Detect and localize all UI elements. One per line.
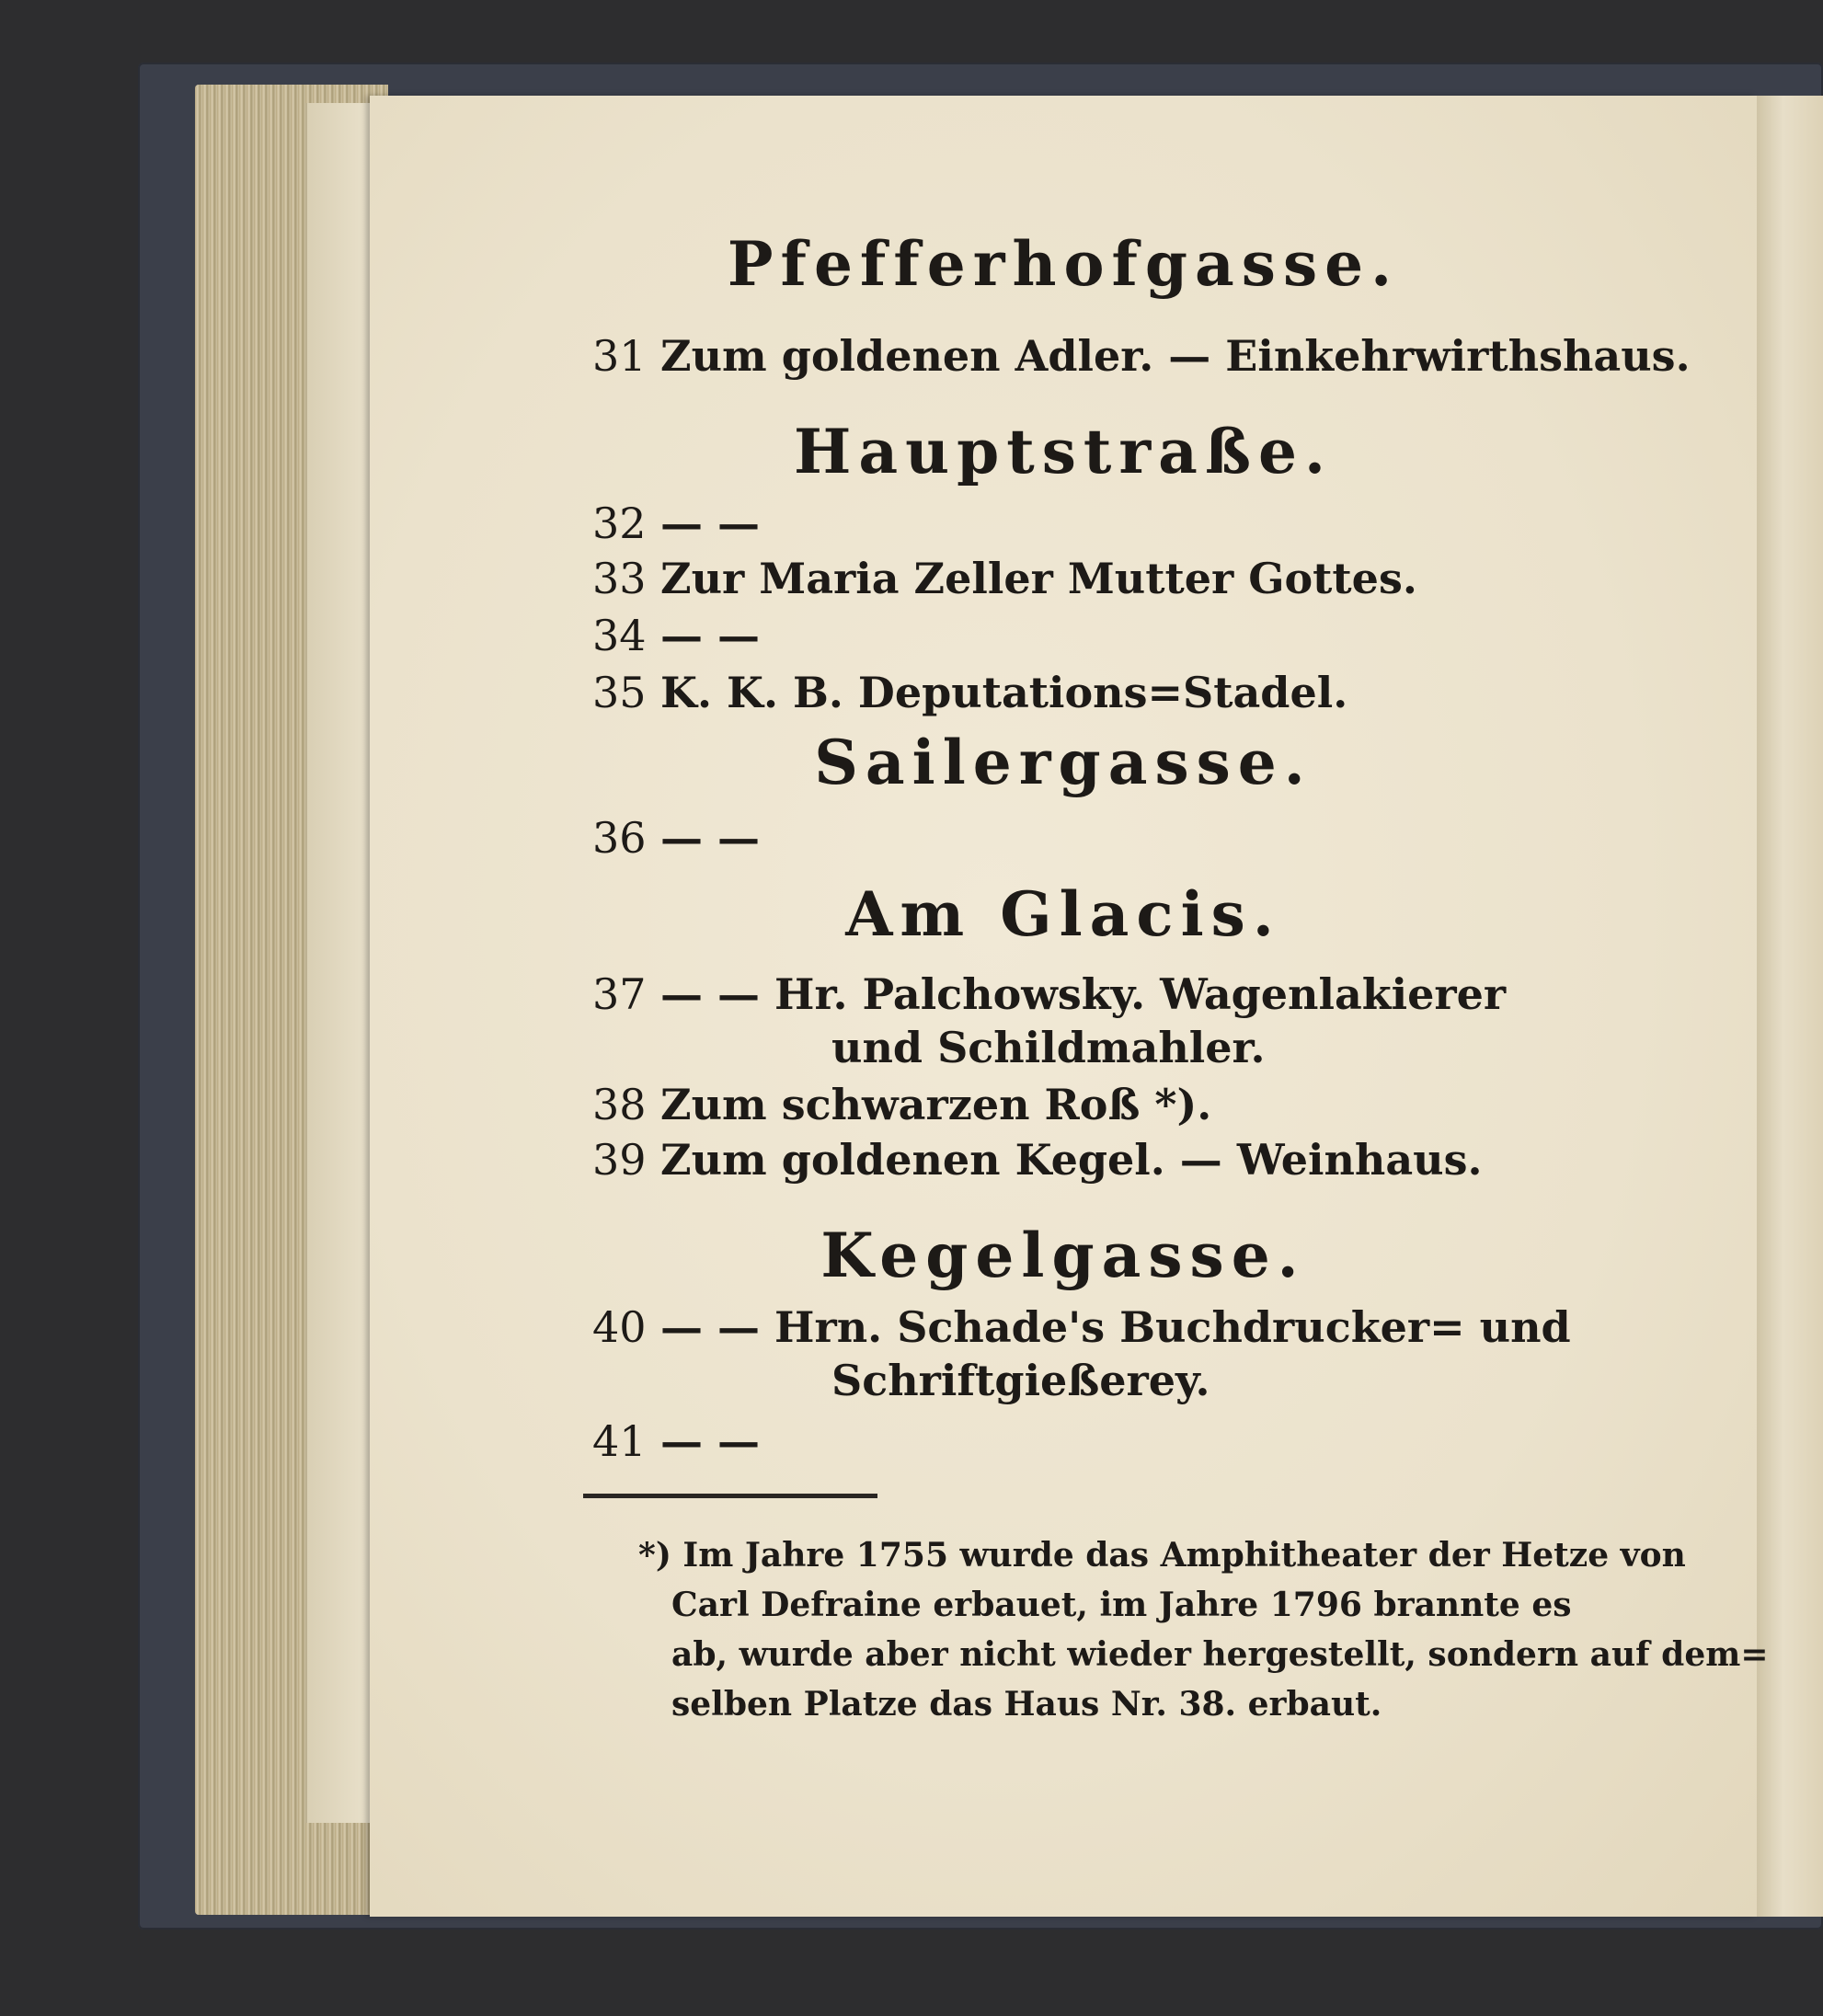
house-entry: K. K. B. Deputations=Stadel. xyxy=(660,668,1348,717)
house-entry: — — xyxy=(660,813,761,863)
house-entry: — — Hrn. Schade's Buchdrucker= und xyxy=(660,1302,1571,1352)
house-entry: Zur Maria Zeller Mutter Gottes. xyxy=(660,554,1417,603)
house-number: 34 xyxy=(592,611,647,660)
house-entry-continuation: Schriftgießerey. xyxy=(831,1356,1210,1405)
house-number: 33 xyxy=(592,554,647,603)
house-number: 39 xyxy=(592,1135,647,1185)
house-number: 40 xyxy=(592,1302,647,1352)
house-entry: Zum schwarzen Roß *). xyxy=(660,1080,1212,1129)
house-number: 31 xyxy=(592,331,647,381)
house-entry: — — xyxy=(660,498,761,548)
house-entry: — — xyxy=(660,611,761,660)
section-heading-pfefferhofgasse: Pfefferhofgasse. xyxy=(727,228,1400,300)
page-edges xyxy=(195,85,388,1915)
house-entry: Zum goldenen Adler. — Einkehrwirthshaus. xyxy=(660,331,1691,381)
footnote-line: Carl Defraine erbauet, im Jahre 1796 brannte es xyxy=(671,1586,1572,1624)
section-heading-am-glacis: Am Glacis. xyxy=(845,878,1281,950)
footnote-line: *) Im Jahre 1755 wurde das Amphitheater der Hetze von xyxy=(638,1536,1686,1575)
house-entry: Zum goldenen Kegel. — Weinhaus. xyxy=(660,1135,1483,1185)
house-entry: — — xyxy=(660,1416,761,1466)
house-entry-continuation: und Schildmahler. xyxy=(831,1023,1266,1072)
section-heading-hauptstrasse: Hauptstraße. xyxy=(793,416,1334,487)
section-heading-sailergasse: Sailergasse. xyxy=(814,727,1313,798)
house-number: 37 xyxy=(592,969,647,1019)
footnote-rule xyxy=(583,1494,877,1498)
house-number: 36 xyxy=(592,813,647,863)
house-number: 35 xyxy=(592,668,647,717)
footnote-line: ab, wurde aber nicht wieder hergestellt, sondern auf dem= xyxy=(671,1635,1769,1674)
footnote-line: selben Platze das Haus Nr. 38. erbaut. xyxy=(671,1685,1382,1724)
house-number: 38 xyxy=(592,1080,647,1129)
section-heading-kegelgasse: Kegelgasse. xyxy=(820,1220,1306,1291)
house-number: 32 xyxy=(592,498,647,548)
house-number: 41 xyxy=(592,1416,647,1466)
house-entry: — — Hr. Palchowsky. Wagenlakierer xyxy=(660,969,1507,1019)
